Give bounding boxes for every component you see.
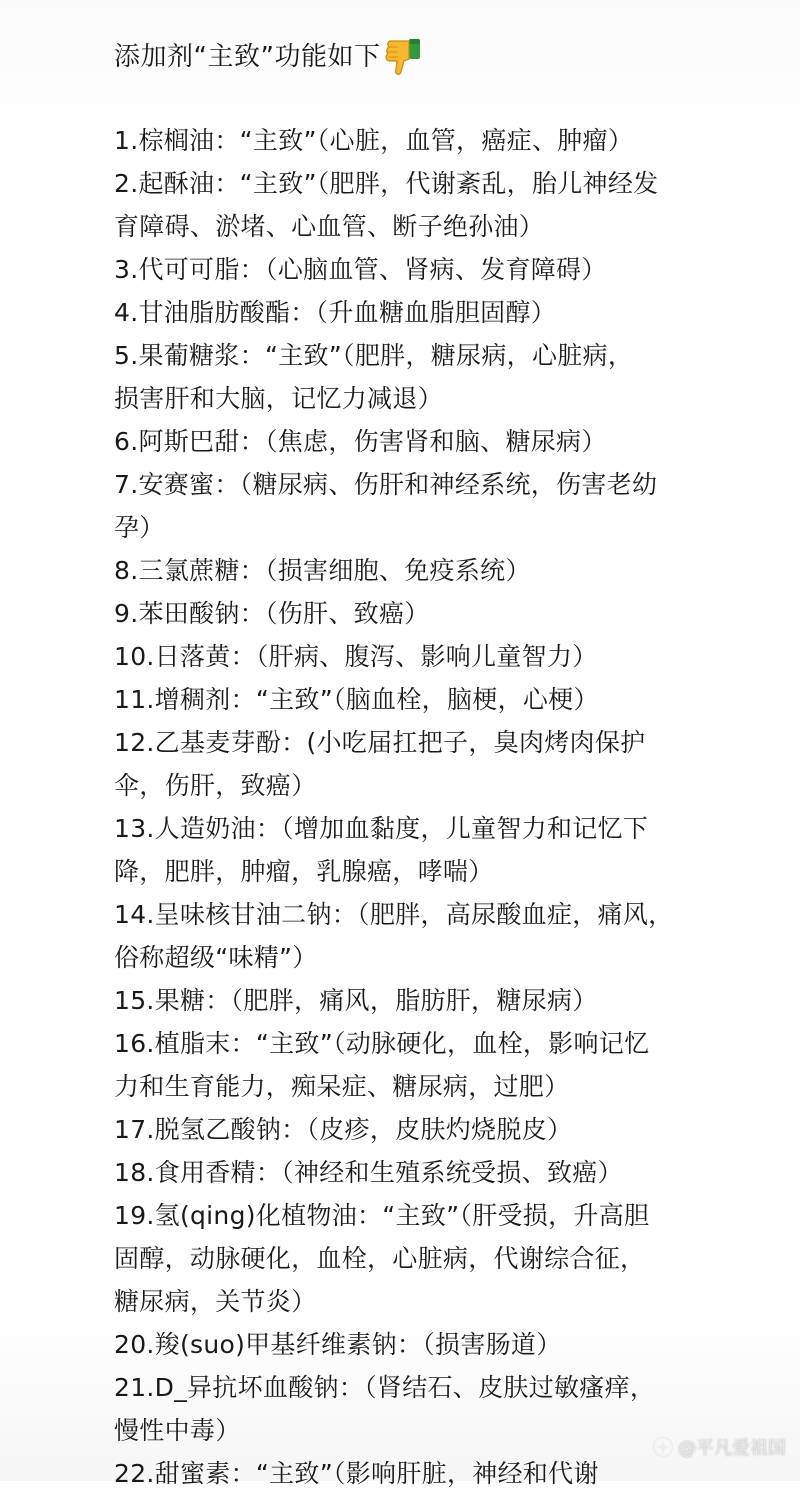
list-item: 13.人造奶油：（增加血黏度，儿童智力和记忆下 [114,814,649,843]
list-item: 21.D_异抗坏血酸钠：（肾结石、皮肤过敏瘙痒， [114,1373,656,1402]
list-item: 10.日落黄：（肝病、腹泻、影响儿童智力） [114,642,598,671]
list-item-continuation: 育障碍、淤堵、心血管、断子绝孙油） [114,212,545,241]
list-item: 22.甜蜜素：“主致”（影响肝脏，神经和代谢 [114,1459,599,1488]
watermark-text: @平凡爱祖国 [678,1438,786,1459]
list-item: 19.氢(qing)化植物油：“主致”（肝受损，升高胆 [114,1201,650,1230]
list-item-continuation: 糖尿病，关节炎） [114,1287,317,1316]
list-item-continuation: 损害肝和大脑，记忆力减退） [114,384,443,413]
list-item: 18.食用香精：（神经和生殖系统受损、致癌） [114,1158,623,1187]
document-title: 添加剂“主致”功能如下 [114,42,381,72]
list-item: 8.三氯蔗糖：（损害细胞、免疫系统） [114,556,531,585]
list-item: 15.果糖：（肥胖，痛风，脂肪肝，糖尿病） [114,986,598,1015]
list-item: 4.甘油脂肪酸酯：（升血糖血脂胆固醇） [114,298,557,327]
list-item: 16.植脂末：“主致”（动脉硬化，血栓，影响记忆 [114,1029,650,1058]
thumbs-down-icon [384,37,422,77]
list-item-continuation: 伞，伤肝，致癌） [114,771,317,800]
list-item: 17.脱氢乙酸钠：（皮疹，皮肤灼烧脱皮） [114,1115,573,1144]
list-item: 20.羧(suo)甲基纤维素钠：（损害肠道） [114,1330,562,1359]
list-item-continuation: 力和生育能力，痴呆症、糖尿病，过肥） [114,1072,570,1101]
list-item: 3.代可可脂：（心脑血管、肾病、发育障碍） [114,255,607,284]
list-item: 6.阿斯巴甜：（焦虑，伤害肾和脑、糖尿病） [114,427,607,456]
watermark [652,1434,786,1460]
list-item: 1.棕榈油：“主致”（心脏，血管，癌症、肿瘤） [114,126,634,155]
additive-list [114,119,754,1495]
list-item: 2.起酥油：“主致”（肥胖，代谢紊乱，胎儿神经发 [114,169,659,198]
list-item: 7.安赛蜜：（糖尿病、伤肝和神经系统，伤害老幼 [114,470,658,499]
list-item-continuation: 孕） [114,513,165,542]
list-item-continuation: 慢性中毒） [114,1416,241,1445]
list-item: 12.乙基麦芽酚：(小吃届扛把子，臭肉烤肉保护 [114,728,646,757]
sparkle-logo-icon [652,1436,674,1458]
list-item-continuation: 降，肥胖，肿瘤，乳腺癌，哮喘） [114,857,494,886]
list-item-continuation: 俗称超级“味精”） [114,943,318,972]
list-item: 11.增稠剂：“主致”（脑血栓，脑梗，心梗） [114,685,599,714]
list-item: 5.果葡糖浆：“主致”（肥胖，糖尿病，心脏病， [114,341,634,370]
list-item: 9.苯田酸钠：（伤肝、致癌） [114,599,430,628]
title-row [114,32,422,82]
list-item-continuation: 固醇，动脉硬化，血栓，心脏病，代谢综合征， [114,1244,646,1273]
list-item: 14.呈味核甘油二钠：（肥胖，高尿酸血症，痛风， [114,900,674,929]
